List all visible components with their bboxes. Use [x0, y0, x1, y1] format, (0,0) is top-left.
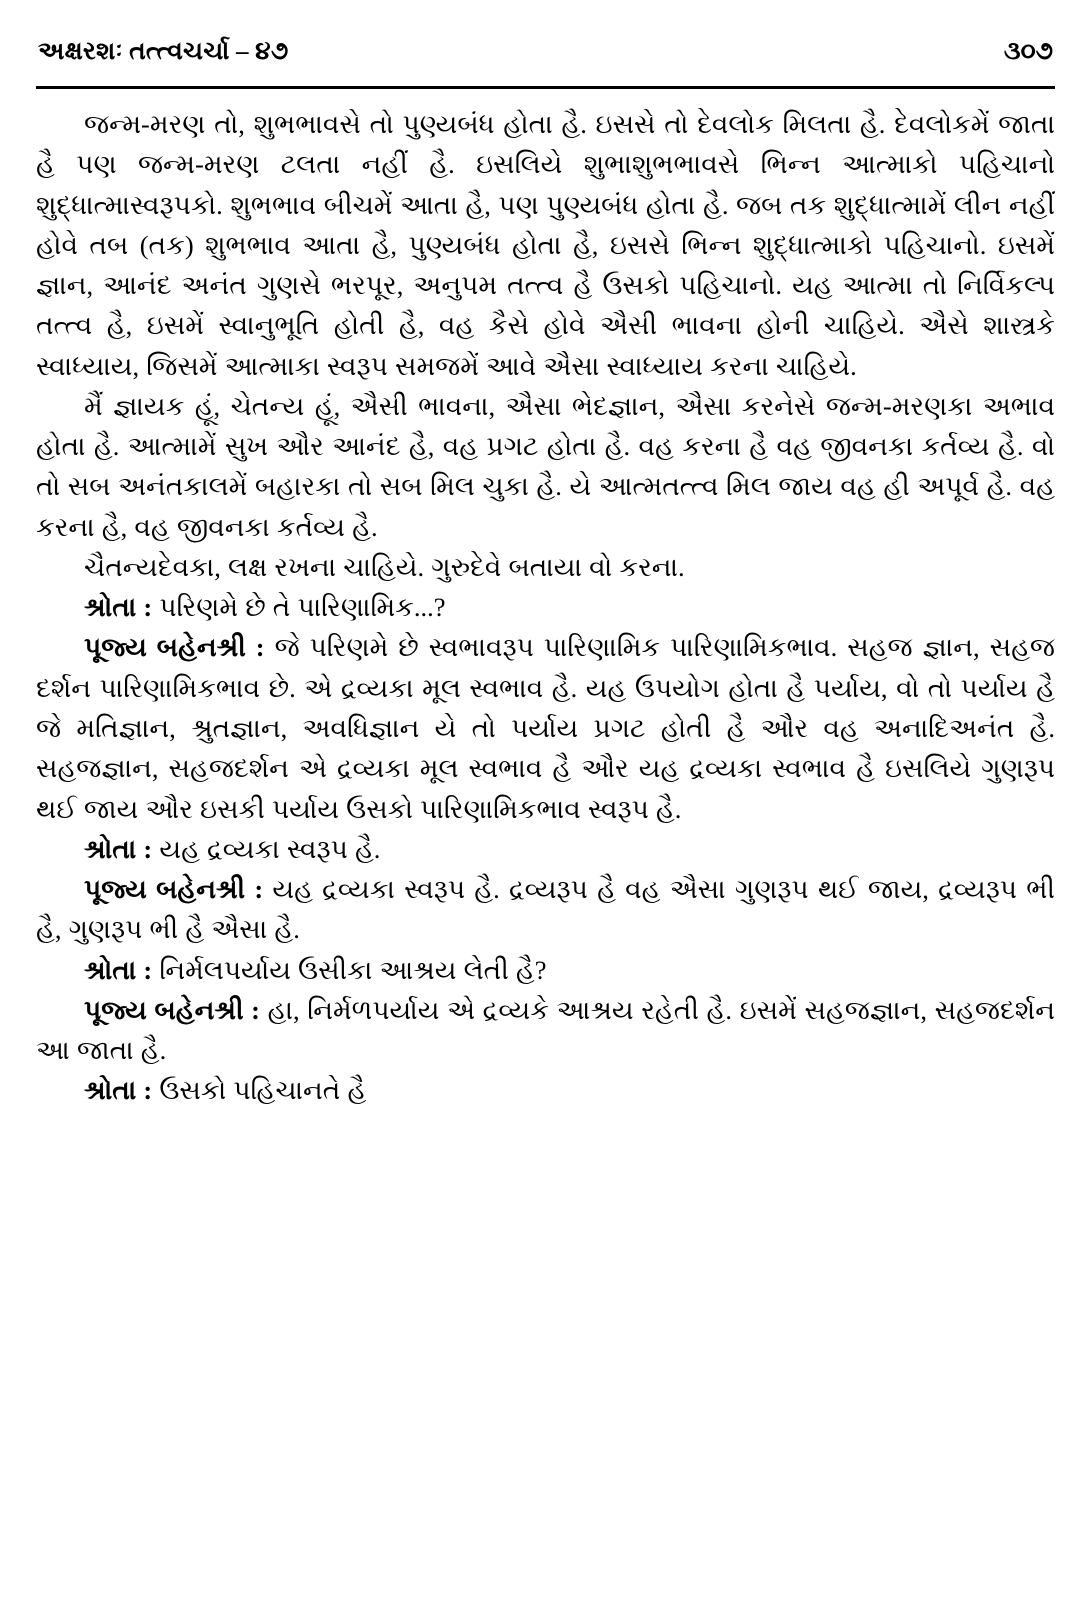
- dialogue-text: ઉસકો પહિચાનતે હૈ: [152, 1075, 367, 1106]
- dialogue-speaker: પૂજ્ય બહેનશ્રી :: [84, 994, 260, 1025]
- dialogue-speaker: શ્રોતા :: [84, 954, 153, 985]
- dialogue-speaker: પૂજ્ય બહેનશ્રી :: [84, 874, 264, 905]
- dialogue-line: [36, 869, 1055, 950]
- header-title: અક્ષરશઃ તત્ત્વચર્ચા – ૪૭: [38, 38, 289, 65]
- page-body: [36, 104, 1055, 1111]
- dialogue-text: નિર્મલપર્યાય ઉસીકા આશ્રય લેતી હૈ?: [152, 954, 547, 985]
- body-paragraph: મૈં જ્ઞાયક હૂં, ચેતન્ય હૂં, ઐસી ભાવના, ઐસા ભેદજ્ઞાન, ઐસા કરનેસે જન્મ-મરણકા અભાવ હોતા હૈ. આત્મામેં સુખ ઔર આનંદ હૈ, વહ પ્રગટ હોતા હૈ. વહ કરના હૈ વહ જીવનકા કર્તવ્ય હૈ. વો તો સબ અનંતકાલમેં બહારકા તો સબ મિલ ચુકા હૈ. યે આત્મતત્ત્વ મિલ જાય વહ હી અપૂર્વ હૈ. વહ કરના હૈ, વહ જીવનકા કર્તવ્ય હૈ.: [36, 390, 1055, 542]
- dialogue-speaker: શ્રોતા :: [84, 1075, 153, 1106]
- dialogue-speaker: શ્રોતા :: [84, 592, 153, 623]
- header-divider: [36, 86, 1055, 89]
- dialogue-line: [36, 829, 1055, 869]
- dialogue-text: યહ દ્રવ્યકા સ્વરૂપ હૈ. દ્રવ્યરૂપ હૈ વહ ઐસા ગુણરૂપ થઈ જાય, દ્રવ્યરૂપ ભી હૈ, ગુણરૂપ ભી હૈ ઐસા હૈ.: [36, 874, 1055, 945]
- dialogue-text: હા, નિર્મળપર્યાય એ દ્રવ્યકે આશ્રય રહેતી હૈ. ઇસમેં સહજજ્ઞાન, સહજદર્શન આ જાતા હૈ.: [36, 994, 1055, 1066]
- dialogue-line: [36, 990, 1055, 1071]
- dialogue-text: પરિણમે છે તે પારિણામિક...?: [152, 592, 446, 623]
- dialogue-text: યહ દ્રવ્યકા સ્વરૂપ હૈ.: [152, 833, 381, 864]
- dialogue-text: જે પરિણમે છે સ્વભાવરૂપ પારિણામિક પારિણામિકભાવ. સહજ જ્ઞાન, સહજ દર્શન પારિણામિકભાવ છે. એ દ્રવ્યકા મૂલ સ્વભાવ હૈ. યહ ઉપયોગ હોતા હૈ પર્યાય, વો તો પર્યાય હૈ જે મતિજ્ઞાન, શ્રુતજ્ઞાન, અવધિજ્ઞાન યે તો પર્યાય પ્રગટ હોતી હૈ ઔર વહ અનાદિઅનંત હૈ. સહજજ્ઞાન, સહજદર્શન એ દ્રવ્યકા મૂલ સ્વભાવ હૈ ઔર યહ દ્રવ્યકા સ્વભાવ હૈ ઇસલિયે ગુણરૂપ થઈ જાય ઔર ઇસકી પર્યાય ઉસકો પારિણામિકભાવ સ્વરૂપ હૈ.: [36, 632, 1055, 824]
- page-header: [38, 38, 1053, 66]
- dialogue-line: [36, 1070, 1055, 1110]
- body-paragraph: જન્મ-મરણ તો, શુભભાવસે તો પુણ્યબંધ હોતા હૈ. ઇસસે તો દેવલોક મિલતા હૈ. દેવલોકમેં જાતા હૈ પણ જન્મ-મરણ ટલતા નહીં હૈ. ઇસલિયે શુભાશુભભાવસે ભિન્ન આત્માકો પહિચાનો શુદ્ધાત્માસ્વરૂપકો. શુભભાવ બીચમેં આતા હૈ, પણ પુણ્યબંધ હોતા હૈ. જબ તક શુદ્ધાત્મામેં લીન નહીં હોવે તબ (તક) શુભભાવ આતા હૈ, પુણ્યબંધ હોતા હૈ, ઇસસે ભિન્ન શુદ્ધાત્માકો પહિચાનો. ઇસમેં જ્ઞાન, આનંદ અનંત ગુણસે ભરપૂર, અનુપમ તત્ત્વ હૈ ઉસકો પહિચાનો. યહ આત્મા તો નિર્વિકલ્પ તત્ત્વ હૈ, ઇસમેં સ્વાનુભૂતિ હોતી હૈ, વહ કૈસે હોવે ઐસી ભાવના હોની ચાહિયે. ઐસે શાસ્ત્રકે સ્વાધ્યાય, જિસમેં આત્માકા સ્વરૂપ સમજમેં આવે ઐસા સ્વાધ્યાય કરના ચાહિયે.: [36, 109, 1055, 381]
- dialogue-line: [36, 950, 1055, 990]
- body-paragraph: ચૈતન્યદેવકા, લક્ષ રખના ચાહિયે. ગુરુદેવે બતાયા વો કરના.: [84, 551, 685, 582]
- dialogue-speaker: શ્રોતા :: [84, 833, 153, 864]
- dialogue-line: [36, 587, 1055, 627]
- dialogue-line: [36, 627, 1055, 828]
- page-number: ૩૦૭: [1003, 38, 1053, 65]
- dialogue-speaker: પૂજ્ય બહેનશ્રી :: [84, 632, 265, 663]
